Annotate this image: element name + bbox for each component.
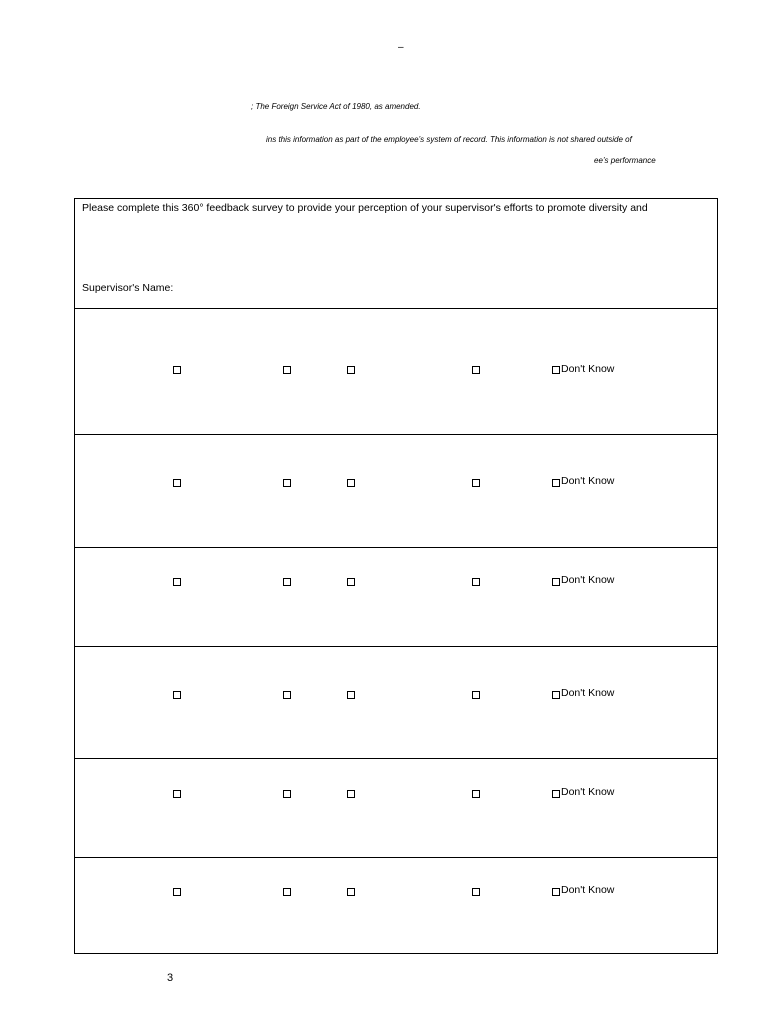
dont-know-checkbox[interactable] (552, 888, 560, 896)
page-number: 3 (167, 972, 174, 984)
rating-checkbox-1[interactable] (173, 691, 181, 699)
rating-checkbox-2[interactable] (283, 578, 291, 586)
rating-checkbox-1[interactable] (173, 578, 181, 586)
rating-checkbox-1[interactable] (173, 790, 181, 798)
rating-checkbox-2[interactable] (283, 790, 291, 798)
rating-checkbox-4[interactable] (472, 479, 480, 487)
dont-know-label: Don't Know (561, 475, 615, 487)
rating-checkbox-4[interactable] (472, 888, 480, 896)
rating-checkbox-1[interactable] (173, 366, 181, 374)
survey-intro-cell (75, 199, 717, 309)
survey-question-row (75, 759, 717, 858)
rating-checkbox-1[interactable] (173, 479, 181, 487)
disclosure-statement: ee’s performance (594, 156, 656, 165)
rating-checkbox-3[interactable] (347, 366, 355, 374)
rating-checkbox-3[interactable] (347, 888, 355, 896)
dont-know-label: Don't Know (561, 884, 615, 896)
rating-checkbox-3[interactable] (347, 479, 355, 487)
dont-know-label: Don't Know (561, 574, 615, 586)
rating-checkbox-2[interactable] (283, 691, 291, 699)
rating-checkbox-4[interactable] (472, 691, 480, 699)
routine-use-statement: ins this information as part of the employee’s system of record. This information is not shared outside of (266, 135, 632, 144)
rating-checkbox-4[interactable] (472, 366, 480, 374)
supervisor-name-label: Supervisor's Name: (82, 282, 174, 294)
dont-know-label: Don't Know (561, 786, 615, 798)
survey-question-row (75, 548, 717, 647)
survey-instructions: Please complete this 360° feedback survey to provide your perception of your supervisor's efforts to promote diversity and (82, 202, 648, 214)
rating-checkbox-3[interactable] (347, 578, 355, 586)
rating-checkbox-4[interactable] (472, 790, 480, 798)
dont-know-checkbox[interactable] (552, 578, 560, 586)
dont-know-label: Don't Know (561, 687, 615, 699)
dont-know-checkbox[interactable] (552, 366, 560, 374)
dont-know-checkbox[interactable] (552, 691, 560, 699)
dont-know-checkbox[interactable] (552, 790, 560, 798)
rating-checkbox-4[interactable] (472, 578, 480, 586)
top-mark: – (398, 42, 404, 53)
authority-statement: ; The Foreign Service Act of 1980, as amended. (251, 102, 421, 111)
rating-checkbox-2[interactable] (283, 479, 291, 487)
survey-question-row (75, 309, 717, 435)
rating-checkbox-2[interactable] (283, 366, 291, 374)
rating-checkbox-2[interactable] (283, 888, 291, 896)
rating-checkbox-3[interactable] (347, 691, 355, 699)
survey-table (74, 198, 718, 954)
survey-question-row (75, 647, 717, 759)
rating-checkbox-3[interactable] (347, 790, 355, 798)
survey-question-row (75, 858, 717, 953)
survey-question-row (75, 435, 717, 548)
rating-checkbox-1[interactable] (173, 888, 181, 896)
dont-know-checkbox[interactable] (552, 479, 560, 487)
dont-know-label: Don't Know (561, 363, 615, 375)
